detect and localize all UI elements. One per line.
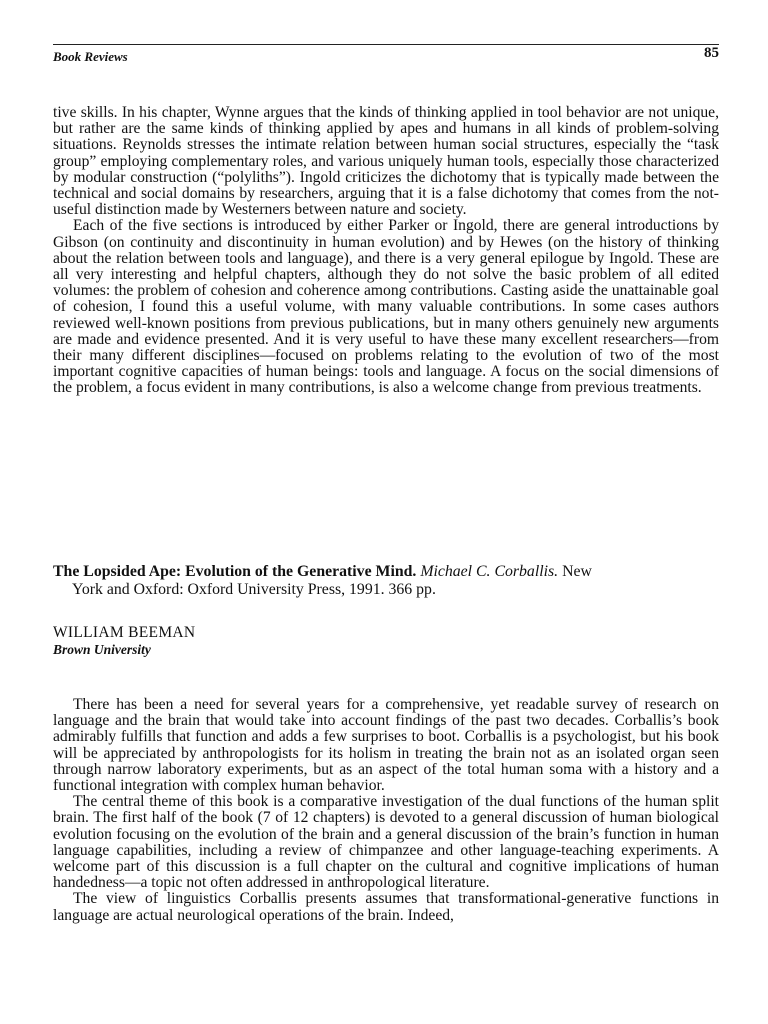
body-paragraph: The central theme of this book is a comparative investigation of the dual functions of the human split brain. The first half of the book (7 of 12 chapters) is devoted to a general discussion of human biological evolution focusing on the evolution of the brain and a general discussion of the brain’s function in human language capabilities, including a review of chimpanzee and other language-teaching experiments. A welcome part of this discussion is a full chapter on the cultural and cognitive implications of human handedness—a topic not often addressed in anthropological literature. <box>53 793 719 892</box>
reviewer-affiliation: Brown University <box>53 642 151 657</box>
page-number: 85 <box>704 45 719 61</box>
running-header <box>53 44 719 67</box>
review-body <box>53 697 719 924</box>
book-author: Michael C. Corballis. <box>420 563 559 580</box>
body-paragraph: There has been a need for several years for a comprehensive, yet readable survey of research on language and the brain that would take into account findings of the past two decades. Corballis’s book admirably fulfills that function and adds a few surprises to boot. Corballis is a psychologist, but his book will be appreciated by anthropologists for its holism in treating the brain not as an isolated organ seen through narrow laboratory experiments, but as an aspect of the total human soma with a history and a functional integration with complex human behavior. <box>53 696 719 795</box>
body-paragraph: The view of linguistics Corballis presents assumes that transformational-generative functions in language are actual neurological operations of the brain. Indeed, <box>53 890 719 924</box>
publication-info: New <box>562 563 592 580</box>
review-continuation <box>53 105 719 397</box>
reviewer-name: WILLIAM BEEMAN <box>53 624 196 641</box>
body-paragraph: tive skills. In his chapter, Wynne argues that the kinds of thinking applied in tool behavior are not unique, but rather are the same kinds of thinking applied by apes and humans in all kinds of problem-solving situations. Reynolds stresses the intimate relation between human social structures, especially the “task group” employing complementary roles, and various uniquely human tools, especially those characterized by modular construction (“polyliths”). Ingold criticizes the dichotomy that is typically made between the technical and social domains by researchers, arguing that it is a false dichotomy that comes from the not-useful distinction made by Westerners between nature and society. <box>53 104 719 219</box>
section-title: Book Reviews <box>53 49 128 64</box>
publication-info-continued: York and Oxford: Oxford University Press, 1991. 366 pp. <box>72 581 436 598</box>
book-title: The Lopsided Ape: Evolution of the Generative Mind. <box>53 563 417 580</box>
book-citation <box>53 563 719 599</box>
body-paragraph: Each of the five sections is introduced by either Parker or Ingold, there are general introductions by Gibson (on continuity and discontinuity in human evolution) and by Hewes (on the history of thinking about the relation between tools and language), and there is a very general epilogue by Ingold. These are all very interesting and helpful chapters, although they do not solve the basic problem of all edited volumes: the problem of cohesion and coherence among contributions. Casting aside the unattainable goal of cohesion, I found this a useful volume, with many valuable contributions. In some cases authors reviewed well-known positions from previous publications, but in many others genuinely new arguments are made and evidence presented. And it is very useful to have these many excellent researchers—from their many different disciplines—focused on problems relating to the evolution of two of the most important cognitive capacities of human beings: tools and language. A focus on the social dimensions of the problem, a focus evident in many contributions, is also a welcome change from previous treatments. <box>53 217 719 397</box>
